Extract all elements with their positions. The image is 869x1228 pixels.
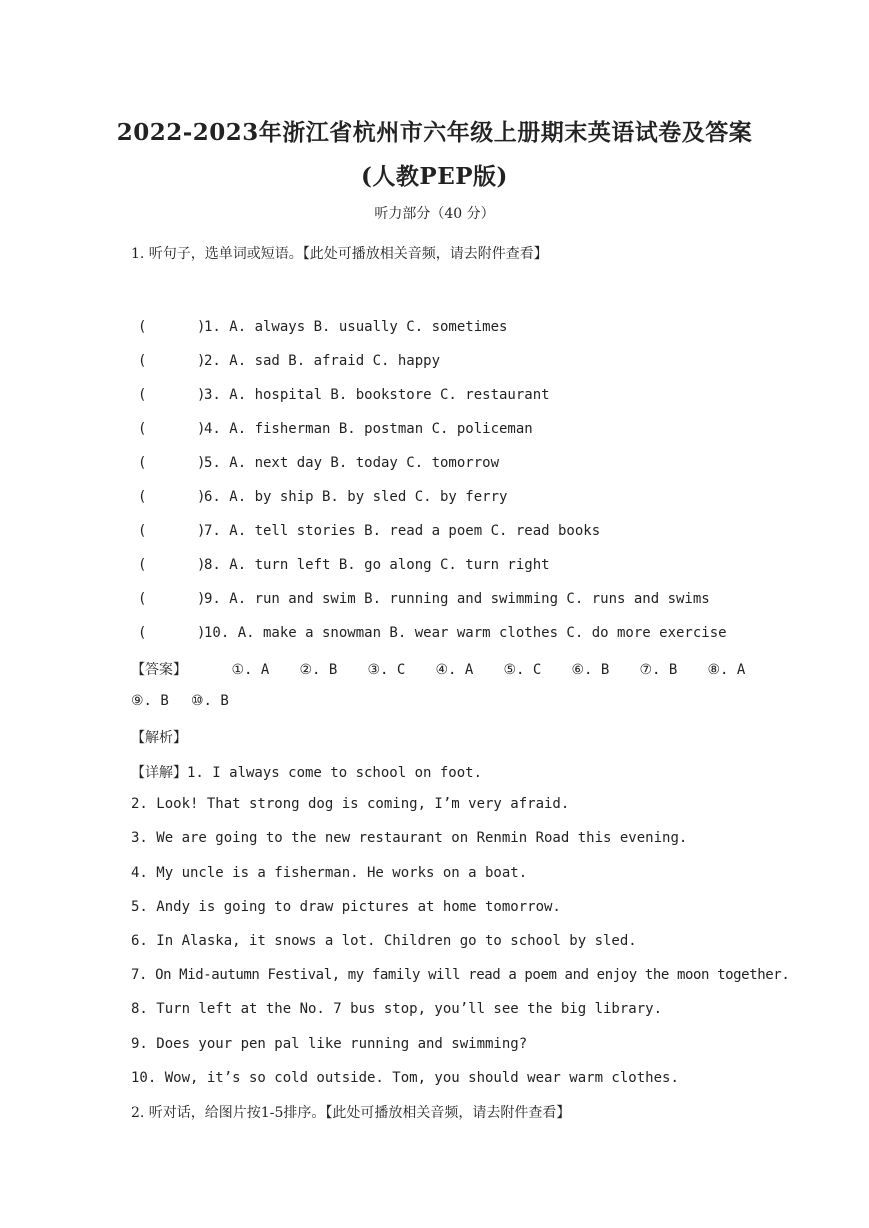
part2-heading: 2. 听对话，给图片按1-5排序。【此处可播放相关音频，请去附件查看】 [131,1105,571,1121]
part1-heading: 1. 听句子，选单词或短语。【此处可播放相关音频，请去附件查看】 [131,246,548,262]
detail-line: 4. My uncle is a fisherman. He works on a boat. [131,864,528,881]
answer-blank[interactable]: ( ) [138,591,206,607]
answer-value: ④. A [435,662,474,678]
question-item [138,625,727,641]
answer-value: ⑧. A [707,662,746,678]
answer-blank[interactable]: ( ) [138,319,206,335]
question-text: 6. A. by ship B. by sled C. by ferry [204,489,508,505]
answer-blank[interactable]: ( ) [138,421,206,437]
question-item [138,455,499,471]
section-heading: 听力部分（40 分） [374,206,495,222]
question-item [138,523,600,539]
answer-value: ⑨. B [131,693,169,709]
detail-line: 5. Andy is going to draw pictures at home tomorrow. [131,898,561,915]
answer-blank[interactable]: ( ) [138,489,206,505]
answer-blank[interactable]: ( ) [138,455,206,471]
answer-values [131,693,251,709]
question-item [138,421,533,437]
page-title: 2022-2023年浙江省杭州市六年级上册期末英语试卷及答案 [116,119,753,146]
question-text: 9. A. run and swim B. running and swimming C. runs and swims [204,591,710,607]
detail-line: 10. Wow, it’s so cold outside. Tom, you should wear warm clothes. [131,1069,679,1086]
answer-blank[interactable]: ( ) [138,387,206,403]
answer-blank[interactable]: ( ) [138,625,206,641]
answer-value: ③. C [367,662,406,678]
answer-value: ②. B [299,662,338,678]
question-text: 7. A. tell stories B. read a poem C. read books [204,523,601,539]
question-item [138,387,550,403]
question-item [138,489,507,505]
answer-blank[interactable]: ( ) [138,353,206,369]
detail-line: 9. Does your pen pal like running and swimming? [131,1035,528,1052]
answer-value: ⑩. B [191,693,229,709]
answer-value: ①. A [231,662,270,678]
analysis-label: 【解析】 [131,730,187,746]
detail-line: 7. On Mid-autumn Festival, my family will read a poem and enjoy the moon together. [131,967,790,984]
question-text: 3. A. hospital B. bookstore C. restaurant [204,387,550,403]
answer-row-2 [131,693,251,709]
page-subtitle: (人教PEP版) [361,163,508,190]
question-item [138,591,710,607]
question-text: 10. A. make a snowman B. wear warm clothes C. do more exercise [204,625,727,641]
answer-row-1 [131,659,775,679]
answer-label: 【答案】 [131,662,187,678]
detail-line: 【详解】1. I always come to school on foot. [131,765,483,781]
answer-value: ⑤. C [503,662,542,678]
question-text: 5. A. next day B. today C. tomorrow [204,455,500,471]
detail-line: 6. In Alaska, it snows a lot. Children go to school by sled. [131,933,637,949]
question-text: 1. A. always B. usually C. sometimes [204,319,508,335]
answer-value: ⑥. B [571,662,610,678]
question-item [138,319,507,335]
question-text: 4. A. fisherman B. postman C. policeman [204,421,533,437]
question-text: 8. A. turn left B. go along C. turn right [204,557,550,573]
question-item [138,557,550,573]
answer-values [231,662,775,678]
detail-line: 3. We are going to the new restaurant on Renmin Road this evening. [131,830,688,847]
answer-blank[interactable]: ( ) [138,557,206,573]
answer-value: ⑦. B [639,662,678,678]
detail-line: 8. Turn left at the No. 7 bus stop, you’ll see the big library. [131,1001,663,1018]
detail-line: 2. Look! That strong dog is coming, I’m very afraid. [131,796,570,813]
question-text: 2. A. sad B. afraid C. happy [204,353,441,369]
answer-blank[interactable]: ( ) [138,523,206,539]
question-item [138,353,440,369]
